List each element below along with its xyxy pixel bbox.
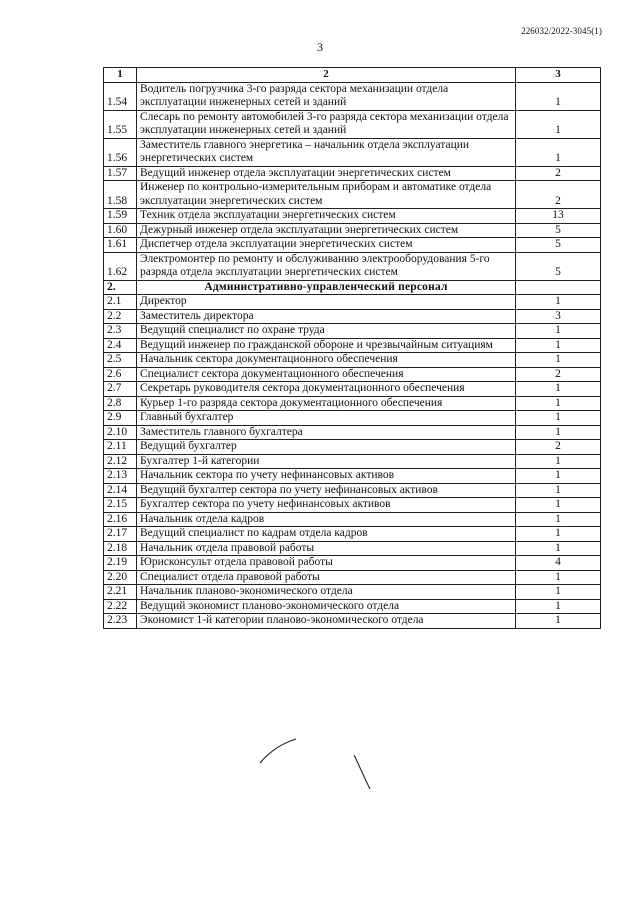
row-number-cell: 2.2	[104, 309, 137, 324]
position-name-cell: Заместитель директора	[137, 309, 516, 324]
quantity-cell: 3	[516, 309, 601, 324]
quantity-cell: 1	[516, 82, 601, 110]
row-number-cell: 2.21	[104, 585, 137, 600]
table-row	[104, 223, 601, 238]
quantity-cell: 1	[516, 469, 601, 484]
position-name-cell: Юрисконсульт отдела правовой работы	[137, 556, 516, 571]
table-row	[104, 570, 601, 585]
row-number-cell: 2.17	[104, 527, 137, 542]
position-name-cell: Электромонтер по ремонту и обслуживанию электрооборудования 5-го разряда отдела эксплуатации энергетических систем	[137, 252, 516, 280]
quantity-cell: 1	[516, 527, 601, 542]
table-row	[104, 238, 601, 253]
row-number-cell: 2.9	[104, 411, 137, 426]
quantity-cell: 5	[516, 238, 601, 253]
table-row	[104, 483, 601, 498]
position-name-cell: Водитель погрузчика 3-го разряда сектора механизации отдела эксплуатации инженерных сетей и зданий	[137, 82, 516, 110]
table-row	[104, 252, 601, 280]
quantity-cell: 5	[516, 252, 601, 280]
position-name-cell: Административно-управленческий персонал	[137, 280, 516, 295]
table-row	[104, 411, 601, 426]
quantity-cell: 1	[516, 512, 601, 527]
table-row	[104, 585, 601, 600]
row-number-cell: 2.23	[104, 614, 137, 629]
quantity-cell: 1	[516, 483, 601, 498]
row-number-cell: 2.13	[104, 469, 137, 484]
row-number-cell: 1.57	[104, 166, 137, 181]
row-number-cell: 2.19	[104, 556, 137, 571]
row-number-cell: 1.60	[104, 223, 137, 238]
position-name-cell: Бухгалтер 1-й категории	[137, 454, 516, 469]
position-name-cell: Слесарь по ремонту автомобилей 3-го разряда сектора механизации отдела эксплуатации инженерных сетей и зданий	[137, 110, 516, 138]
quantity-cell: 5	[516, 223, 601, 238]
table-row	[104, 209, 601, 224]
column-header-position: 2	[137, 68, 516, 83]
quantity-cell: 1	[516, 454, 601, 469]
position-name-cell: Диспетчер отдела эксплуатации энергетических систем	[137, 238, 516, 253]
quantity-cell: 1	[516, 338, 601, 353]
position-name-cell: Техник отдела эксплуатации энергетических систем	[137, 209, 516, 224]
row-number-cell: 2.6	[104, 367, 137, 382]
quantity-cell: 2	[516, 440, 601, 455]
quantity-cell: 1	[516, 411, 601, 426]
row-number-cell: 1.62	[104, 252, 137, 280]
table-row	[104, 295, 601, 310]
table-header-row	[104, 68, 601, 83]
row-number-cell: 2.1	[104, 295, 137, 310]
quantity-cell	[516, 280, 601, 295]
position-name-cell: Ведущий бухгалтер сектора по учету нефинансовых активов	[137, 483, 516, 498]
row-number-cell: 2.18	[104, 541, 137, 556]
quantity-cell: 1	[516, 541, 601, 556]
quantity-cell: 2	[516, 166, 601, 181]
table-row	[104, 166, 601, 181]
row-number-cell: 2.7	[104, 382, 137, 397]
table-row	[104, 527, 601, 542]
position-name-cell: Начальник планово-экономического отдела	[137, 585, 516, 600]
table-row	[104, 454, 601, 469]
position-name-cell: Начальник сектора по учету нефинансовых активов	[137, 469, 516, 484]
page-number: 3	[317, 40, 323, 54]
row-number-cell: 1.58	[104, 181, 137, 209]
table-body	[104, 82, 601, 628]
table-row	[104, 324, 601, 339]
position-name-cell: Ведущий бухгалтер	[137, 440, 516, 455]
table-row	[104, 512, 601, 527]
table-row	[104, 541, 601, 556]
position-name-cell: Специалист сектора документационного обеспечения	[137, 367, 516, 382]
row-number-cell: 2.12	[104, 454, 137, 469]
row-number-cell: 2.5	[104, 353, 137, 368]
quantity-cell: 1	[516, 324, 601, 339]
row-number-cell: 2.	[104, 280, 137, 295]
staffing-table	[103, 67, 601, 629]
quantity-cell: 1	[516, 498, 601, 513]
row-number-cell: 2.4	[104, 338, 137, 353]
table-row	[104, 181, 601, 209]
row-number-cell: 2.14	[104, 483, 137, 498]
position-name-cell: Заместитель главного бухгалтера	[137, 425, 516, 440]
table-row	[104, 469, 601, 484]
table-row	[104, 425, 601, 440]
row-number-cell: 1.54	[104, 82, 137, 110]
position-name-cell: Инженер по контрольно-измерительным приборам и автоматике отдела эксплуатации энергетических систем	[137, 181, 516, 209]
row-number-cell: 2.10	[104, 425, 137, 440]
column-header-number: 1	[104, 68, 137, 83]
quantity-cell: 1	[516, 425, 601, 440]
position-name-cell: Директор	[137, 295, 516, 310]
row-number-cell: 1.61	[104, 238, 137, 253]
table-row	[104, 110, 601, 138]
quantity-cell: 1	[516, 110, 601, 138]
row-number-cell: 2.16	[104, 512, 137, 527]
row-number-cell: 2.11	[104, 440, 137, 455]
table-row	[104, 353, 601, 368]
position-name-cell: Курьер 1-го разряда сектора документационного обеспечения	[137, 396, 516, 411]
quantity-cell: 2	[516, 367, 601, 382]
row-number-cell: 2.3	[104, 324, 137, 339]
quantity-cell: 1	[516, 295, 601, 310]
position-name-cell: Ведущий специалист по кадрам отдела кадров	[137, 527, 516, 542]
row-number-cell: 1.59	[104, 209, 137, 224]
table-row	[104, 338, 601, 353]
position-name-cell: Ведущий экономист планово-экономического отдела	[137, 599, 516, 614]
row-number-cell: 1.55	[104, 110, 137, 138]
position-name-cell: Экономист 1-й категории планово-экономического отдела	[137, 614, 516, 629]
section-row	[104, 280, 601, 295]
position-name-cell: Дежурный инженер отдела эксплуатации энергетических систем	[137, 223, 516, 238]
quantity-cell: 1	[516, 353, 601, 368]
quantity-cell: 1	[516, 138, 601, 166]
handwritten-signature	[258, 725, 378, 795]
position-name-cell: Начальник отдела кадров	[137, 512, 516, 527]
quantity-cell: 1	[516, 570, 601, 585]
position-name-cell: Ведущий инженер по гражданской обороне и чрезвычайным ситуациям	[137, 338, 516, 353]
table-row	[104, 614, 601, 629]
row-number-cell: 2.20	[104, 570, 137, 585]
table-row	[104, 498, 601, 513]
table-row	[104, 82, 601, 110]
table-row	[104, 309, 601, 324]
position-name-cell: Секретарь руководителя сектора документационного обеспечения	[137, 382, 516, 397]
row-number-cell: 2.15	[104, 498, 137, 513]
table-row	[104, 599, 601, 614]
table-row	[104, 367, 601, 382]
quantity-cell: 1	[516, 585, 601, 600]
position-name-cell: Начальник отдела правовой работы	[137, 541, 516, 556]
position-name-cell: Главный бухгалтер	[137, 411, 516, 426]
column-header-quantity: 3	[516, 68, 601, 83]
row-number-cell: 1.56	[104, 138, 137, 166]
document-id: 226032/2022-3045(1)	[521, 26, 602, 36]
quantity-cell: 2	[516, 181, 601, 209]
quantity-cell: 4	[516, 556, 601, 571]
table-row	[104, 396, 601, 411]
position-name-cell: Ведущий специалист по охране труда	[137, 324, 516, 339]
row-number-cell: 2.8	[104, 396, 137, 411]
position-name-cell: Бухгалтер сектора по учету нефинансовых активов	[137, 498, 516, 513]
position-name-cell: Специалист отдела правовой работы	[137, 570, 516, 585]
table-row	[104, 382, 601, 397]
quantity-cell: 1	[516, 396, 601, 411]
table-row	[104, 138, 601, 166]
table-row	[104, 440, 601, 455]
position-name-cell: Начальник сектора документационного обеспечения	[137, 353, 516, 368]
row-number-cell: 2.22	[104, 599, 137, 614]
quantity-cell: 1	[516, 382, 601, 397]
position-name-cell: Заместитель главного энергетика – начальник отдела эксплуатации энергетических систем	[137, 138, 516, 166]
table-row	[104, 556, 601, 571]
quantity-cell: 1	[516, 614, 601, 629]
quantity-cell: 13	[516, 209, 601, 224]
quantity-cell: 1	[516, 599, 601, 614]
position-name-cell: Ведущий инженер отдела эксплуатации энергетических систем	[137, 166, 516, 181]
